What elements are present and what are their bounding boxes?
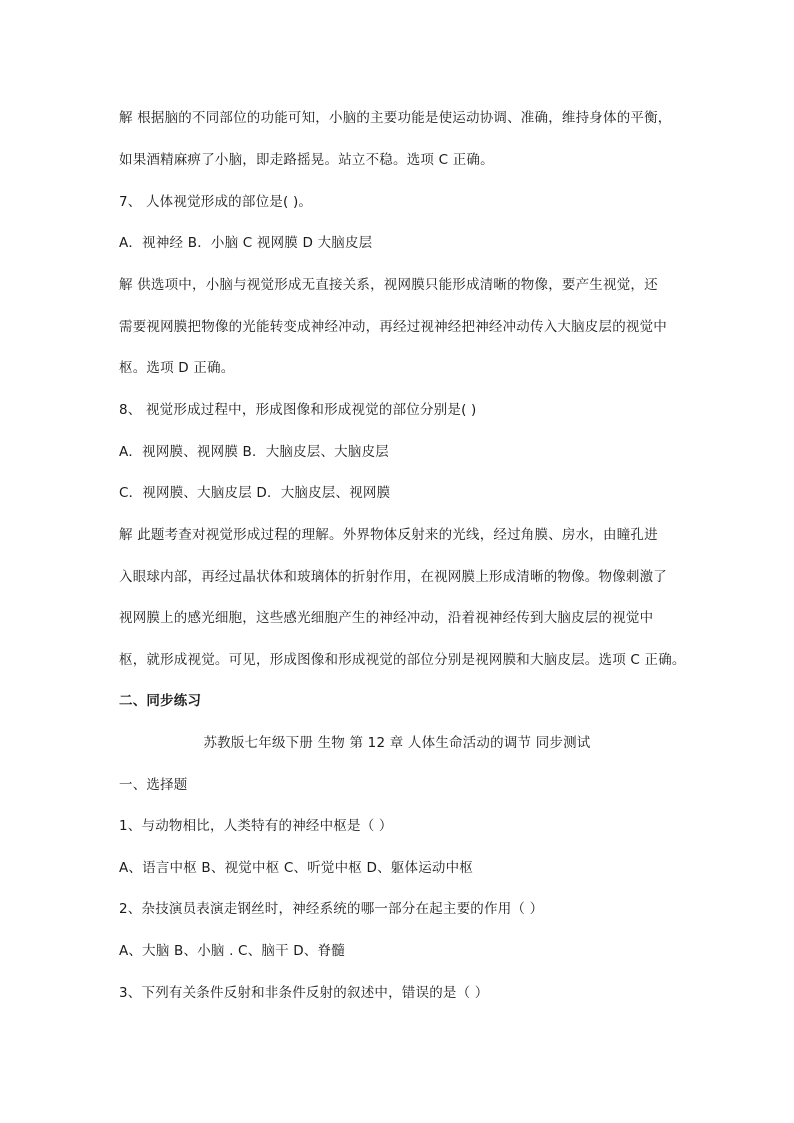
- answer-line-7: 入眼球内部，再经过晶状体和玻璃体的折射作用，在视网膜上形成清晰的物像。物像刺激了: [119, 569, 667, 585]
- answer-line-3: 解 供选项中，小脑与视觉形成无直接关系，视网膜只能形成清晰的物像，要产生视觉，还: [119, 277, 658, 293]
- section-heading: 二、同步练习: [119, 693, 202, 709]
- answer-line-2: 如果酒精麻痹了小脑，即走路摇晃。站立不稳。选项 C 正确。: [119, 152, 494, 168]
- answer-line-6: 解 此题考查对视觉形成过程的理解。外界物体反射来的光线，经过角膜、房水，由瞳孔进: [119, 527, 658, 543]
- answer-line-1: 解 根据脑的不同部位的功能可知，小脑的主要功能是使运动协调、准确，维持身体的平衡，: [119, 110, 672, 126]
- answer-line-8: 视网膜上的感光细胞，这些感光细胞产生的神经冲动，沿着视神经传到大脑皮层的视觉中: [119, 610, 654, 626]
- question-1-options: A、语言中枢 B、视觉中枢 C、听觉中枢 D、躯体运动中枢: [119, 860, 473, 876]
- answer-line-9: 枢，就形成视觉。可见，形成图像和形成视觉的部位分别是视网膜和大脑皮层。选项 C 正确。: [119, 652, 686, 668]
- question-8-options-ab: A．视网膜、视网膜 B．大脑皮层、大脑皮层: [119, 444, 389, 460]
- question-3: 3、下列有关条件反射和非条件反射的叙述中，错误的是（ ）: [119, 985, 489, 1001]
- question-7-options: A．视神经 B．小脑 C 视网膜 D 大脑皮层: [119, 235, 373, 251]
- question-2-options: A、大脑 B、小脑 . C、脑干 D、脊髓: [119, 943, 345, 959]
- subsection-heading: 一、选择题: [119, 777, 188, 793]
- test-title: 苏教版七年级下册 生物 第 12 章 人体生命活动的调节 同步测试: [203, 735, 591, 751]
- question-8-options-cd: C．视网膜、大脑皮层 D．大脑皮层、视网膜: [119, 485, 391, 501]
- question-2: 2、杂技演员表演走钢丝时，神经系统的哪一部分在起主要的作用（ ）: [119, 901, 544, 917]
- answer-line-4: 需要视网膜把物像的光能转变成神经冲动，再经过视神经把神经冲动传入大脑皮层的视觉中: [119, 319, 667, 335]
- question-7: 7、 人体视觉形成的部位是( )。: [119, 194, 313, 210]
- answer-line-5: 枢。选项 D 正确。: [119, 360, 235, 376]
- question-8: 8、 视觉形成过程中，形成图像和形成视觉的部位分别是( ): [119, 402, 477, 418]
- question-1: 1、与动物相比，人类特有的神经中枢是（ ）: [119, 818, 393, 834]
